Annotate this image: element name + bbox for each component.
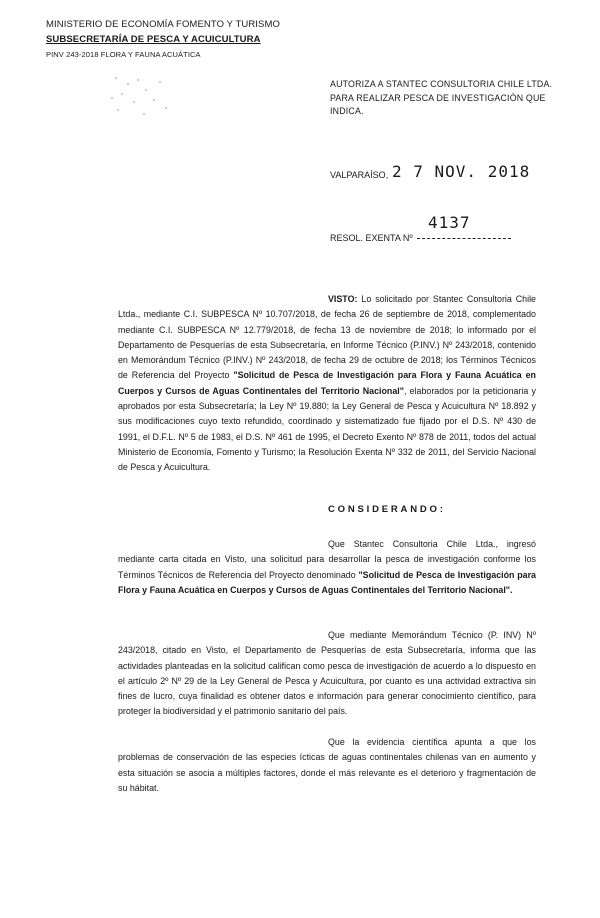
considerando-p1-project: "Solicitud de Pesca de Investigación para Flora y Fauna Acuática en Cuerpos y Cursos de Aguas Continentales del Territorio Nacional". bbox=[118, 569, 536, 595]
visto-project-title: "Solicitud de Pesca de Investigación para Flora y Fauna Acuática en Cuerpos y Cursos de Aguas Continentales del Territorio Nacional" bbox=[118, 370, 536, 396]
visto-text-2: , elaborados por la peticionaria y aprobados por esta Subsecretaría; la Ley Nº 19.880; la Ley General de Pesca y Acuicultura Nº 18.892 y sus modificaciones cuyo texto refundido, coordinado y sistematizado fue fijado por el D.S. Nº 430 de 1991, el D.F.L. Nº 5 de 1983, el D.S. Nº 461 de 1995, el Decreto Exento Nº 878 de 2011, todos del actual Ministerio de Economía, Fomento y Turismo; la Resolución Exenta Nº 332 de 2011, del Servicio Nacional de Pesca y Acuicultura. bbox=[118, 385, 536, 473]
considerando-p2-text: Que mediante Memorándum Técnico (P. INV) Nº 243/2018, citado en Visto, el Departamento de Pesquerías de esta Subsecretaría, informa que las actividades planteadas en la solicitud califican como pesca de investigación de acuerdo a lo dispuesto en el artículo 2º Nº 29 de la Ley General de Pesca y Acuicultura, por cuanto es una actividad extractiva sin fines de lucro, cuya finalidad es obtener datos e información para generar conocimiento científico, para proteger la biodiversidad y el patrimonio sanitario del país. bbox=[118, 630, 536, 717]
considerando-paragraph-2 bbox=[118, 628, 536, 720]
visto-text-1: Lo solicitado por Stantec Consultoria Chile Ltda., mediante C.I. SUBPESCA Nº 10.707/2018, de fecha 26 de septiembre de 2018, complementado mediante C.I. SUBPESCA Nº 12.779/2018, de fecha 13 de noviembre de 2018; lo informado por el Departamento de Pesquerías de esta Subsecretaría, en Informe Técnico (P.INV.) Nº 243/2018, contenido en Memorándum Técnico (P.INV.) Nº 243/2018, de fecha 29 de octubre de 2018; los Términos Técnicos de Referencia del Proyecto bbox=[118, 294, 536, 381]
visto-section bbox=[118, 292, 536, 476]
faded-stamp-mark bbox=[108, 72, 178, 122]
considerando-heading: CONSIDERANDO: bbox=[328, 504, 446, 515]
resolution-number: 4137 bbox=[428, 213, 471, 232]
considerando-paragraph-3 bbox=[118, 735, 536, 796]
reference-code: PINV 243-2018 FLORA Y FAUNA ACUÁTICA bbox=[46, 50, 201, 59]
subsecretaria-name: SUBSECRETARÍA DE PESCA Y ACUICULTURA bbox=[46, 34, 261, 45]
resolution-number-line bbox=[417, 238, 511, 239]
resolution-subject: AUTORIZA A STANTEC CONSULTORIA CHILE LTDA. PARA REALIZAR PESCA DE INVESTIGACIÓN QUE INDICA. bbox=[330, 79, 553, 117]
city-label: VALPARAÍSO, bbox=[330, 170, 389, 180]
considerando-p3-text: Que la evidencia científica apunta a que los problemas de conservación de las especies ícticas de aguas continentales chilenas van en aumento y esta situación se asocia a múltiples factores, donde el más relevante es el deterioro y fragmentación de su hábitat. bbox=[118, 737, 536, 793]
considerando-p1-text: Que Stantec Consultoria Chile Ltda., ingresó mediante carta citada en Visto, una solicitud para desarrollar la pesca de investigación conforme los Términos Técnicos de Referencia del Proyecto denominado bbox=[118, 539, 536, 580]
visto-label: VISTO: bbox=[328, 294, 358, 304]
considerando-paragraph-1 bbox=[118, 537, 536, 598]
resolution-date: 2 7 NOV. 2018 bbox=[392, 162, 531, 181]
ministry-name: MINISTERIO DE ECONOMÍA FOMENTO Y TURISMO bbox=[46, 19, 280, 30]
resolution-number-label: RESOL. EXENTA Nº bbox=[330, 233, 413, 243]
